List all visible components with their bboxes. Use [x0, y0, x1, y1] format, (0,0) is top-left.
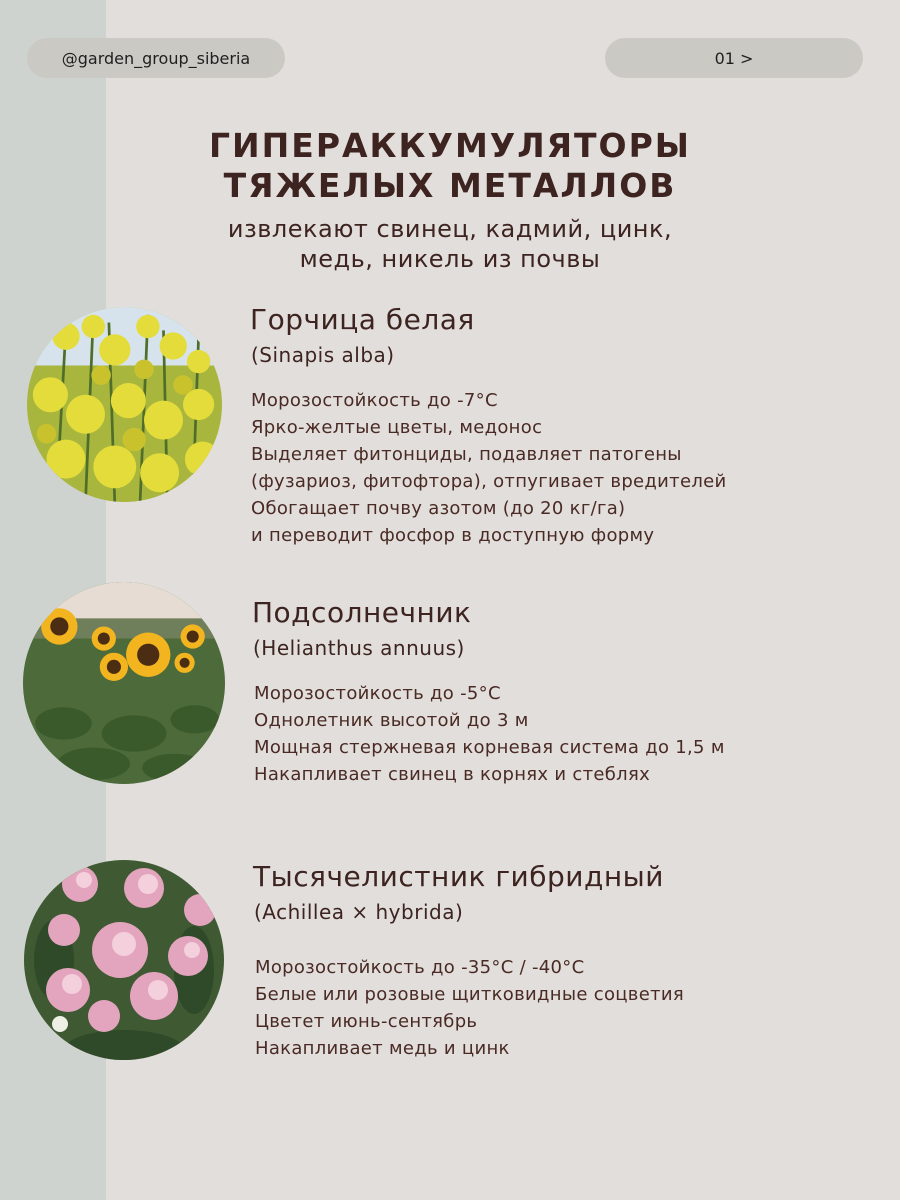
fact-item: Накапливает свинец в корнях и стеблях	[254, 764, 651, 785]
plant-latin-name: (Achillea × hybrida)	[254, 900, 464, 924]
fact-item: Морозостойкость до -35°C / -40°C	[255, 957, 585, 978]
title-line-2: ТЯЖЕЛЫХ МЕТАЛЛОВ	[223, 166, 677, 205]
page-title	[0, 126, 900, 206]
fact-item: Однолетник высотой до 3 м	[254, 710, 529, 731]
subtitle-line-2: медь, никель из почвы	[299, 245, 601, 273]
plant-name: Подсолнечник	[252, 596, 472, 629]
fact-item: Морозостойкость до -5°C	[254, 683, 501, 704]
plant-latin-name: (Helianthus annuus)	[253, 636, 465, 660]
account-handle-badge[interactable]	[27, 38, 285, 78]
plant-facts-list	[254, 680, 725, 788]
title-line-1: ГИПЕРАККУМУЛЯТОРЫ	[209, 126, 691, 165]
fact-item: Мощная стержневая корневая система до 1,5 м	[254, 737, 725, 758]
page-subtitle	[0, 214, 900, 274]
account-handle: @garden_group_siberia	[61, 48, 251, 68]
fact-item: и переводит фосфор в доступную форму	[251, 525, 655, 546]
mustard-photo	[27, 307, 222, 502]
plant-facts-list	[251, 387, 727, 549]
sunflower-photo	[23, 582, 225, 784]
plant-facts-list	[255, 954, 684, 1062]
page-indicator: 01 >	[714, 48, 754, 68]
fact-item: Выделяет фитонциды, подавляет патогены	[251, 444, 682, 465]
plant-name: Горчица белая	[250, 303, 475, 336]
fact-item: Накапливает медь и цинк	[255, 1038, 510, 1059]
plant-name: Тысячелистник гибридный	[253, 860, 664, 893]
fact-item: (фузариоз, фитофтора), отпугивает вредителей	[251, 471, 727, 492]
fact-item: Ярко-желтые цветы, медонос	[251, 417, 543, 438]
plant-latin-name: (Sinapis alba)	[251, 343, 395, 367]
fact-item: Морозостойкость до -7°C	[251, 390, 498, 411]
fact-item: Обогащает почву азотом (до 20 кг/га)	[251, 498, 626, 519]
next-page-button[interactable]	[605, 38, 863, 78]
subtitle-line-1: извлекают свинец, кадмий, цинк,	[227, 215, 673, 243]
yarrow-photo	[24, 860, 224, 1060]
fact-item: Цветет июнь-сентябрь	[255, 1011, 478, 1032]
fact-item: Белые или розовые щитковидные соцветия	[255, 984, 685, 1005]
